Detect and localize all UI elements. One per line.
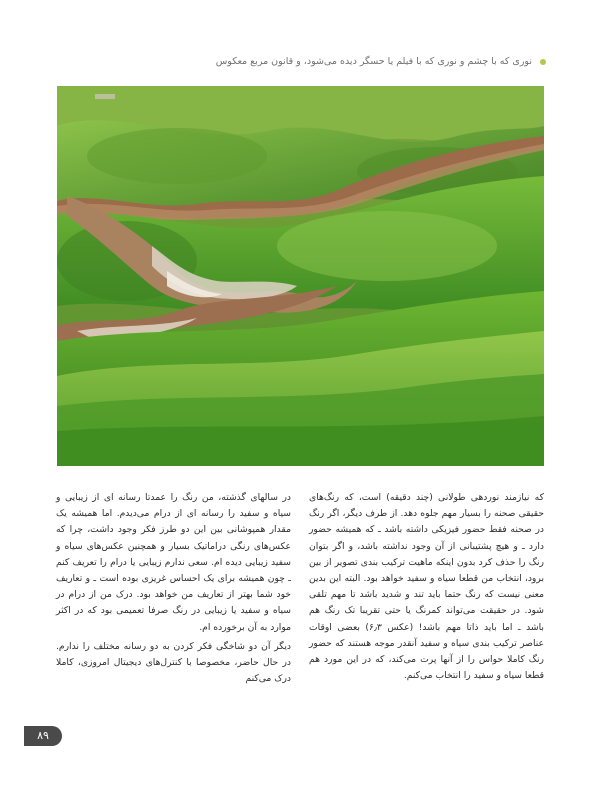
paragraph: که نیازمند نوردهی طولانی (چند دقیقه) است، که رنگ‌های حقیقی صحنه را بسیار مهم جلوه دهد. از طرف دیگر، اگر رنگ در صحنه فقط حضور فیزیکی داشته باشد ـ که همیشه حضور دارد ـ و هیچ پشتیبانی از آن وجود نداشته باشد، و اگر بتوان رنگ را حذف کرد بدون اینکه ماهیت ترکیب بندی تصویر از بین برود، انتخاب من قطعا سیاه و سفید خواهد بود. البته این بدین معنی نیست که رنگ حتما باید تند و شدید باشد تا مهم تلقی شود. در حقیقت می‌تواند کمرنگ یا حتی تقریبا تک رنگ هم باشد ـ اما باید ذاتا مهم باشد! (عکس ۶٫۳) بعضی اوقات عناصر ترکیب بندی سیاه و سفید آنقدر موجه هستند که حضور رنگ کاملا حواس را از آنها پرت می‌کند، که در این مورد هم قطعا سیاه و سفید را انتخاب می‌کنم. — [309, 492, 544, 682]
paragraph: دیگر آن دو شاخگی فکر کردن به دو رسانه مختلف را ندارم. در حال حاضر، مخصوصا با کنترل‌های دیجیتال امروزی، کاملا درک می‌کنم — [56, 640, 291, 685]
page-number: ۸۹ — [37, 729, 49, 742]
landscape-photo — [57, 86, 544, 466]
running-header-text: نوری که با چشم و نوری که با فیلم یا حسگر دیده می‌شود، و قانون مربع معکوس — [215, 56, 532, 67]
running-header — [60, 56, 546, 72]
bullet-dot-icon — [540, 59, 546, 65]
text-column-left — [56, 490, 291, 690]
text-column-right — [309, 490, 544, 687]
paragraph: در سالهای گذشته، من رنگ را عمدتا رسانه ای از زیبایی و سیاه و سفید را رسانه ای از درام می‌دیدم. اما همیشه یک مقدار همپوشانی بین این دو طرز فکر وجود داشت، چرا که عکس‌های رنگی دراماتیک بسیار و همچنین عکس‌های سیاه و سفید زیبایی دیده ام. سعی ندارم زیبایی یا درام را تعریف کنم ـ چون همیشه برای یک احساس غریزی بوده است ـ و تعاریف خود شما بهتر از تعاریف من خواهد بود. درک من از درام در سیاه و سفید یا زیبایی در رنگ صرفا تعمیمی بود که در اکثر موارد به آن برخورده ام. — [56, 492, 291, 633]
page-number-badge — [24, 726, 62, 746]
